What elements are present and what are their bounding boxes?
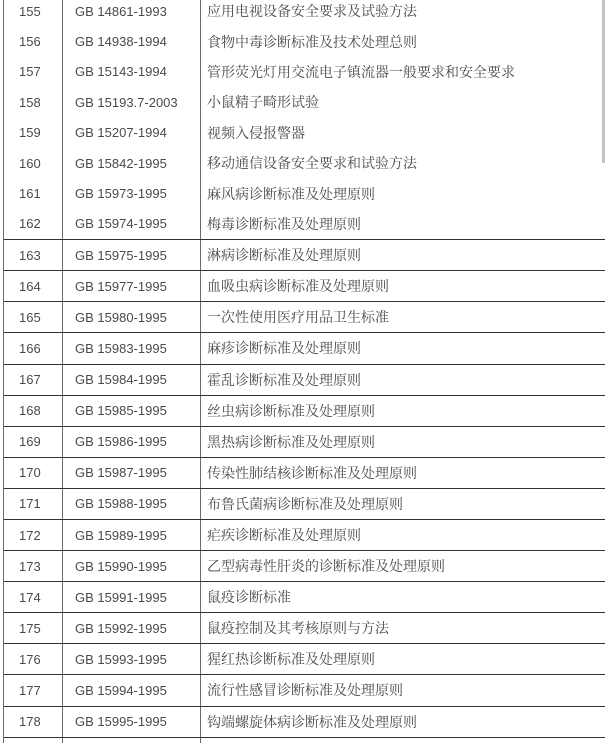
row-number-cell: 160 xyxy=(4,148,63,178)
row-number-cell: 178 xyxy=(4,707,63,737)
standard-title-cell: 鼠疫诊断标准 xyxy=(207,589,291,606)
row-number-cell: 158 xyxy=(4,87,63,117)
standard-code-cell: GB 15983-1995 xyxy=(63,333,201,363)
table-row xyxy=(4,148,605,178)
standard-code-cell: GB 15842-1995 xyxy=(63,148,201,178)
row-number-cell: 157 xyxy=(4,57,63,87)
table-row xyxy=(4,270,605,301)
table-row xyxy=(4,57,605,87)
standard-code-cell: GB 15987-1995 xyxy=(63,458,201,488)
table-row xyxy=(4,674,605,705)
standard-code-cell: GB 15993-1995 xyxy=(63,644,201,674)
table-row xyxy=(4,87,605,117)
standard-code-cell: GB 15990-1995 xyxy=(63,551,201,581)
row-number-cell: 163 xyxy=(4,240,63,270)
standard-title-cell: 管形荧光灯用交流电子镇流器一般要求和安全要求 xyxy=(207,63,515,80)
table-row xyxy=(4,643,605,674)
row-number-cell: 175 xyxy=(4,613,63,643)
standard-title-cell xyxy=(201,738,605,743)
standard-code-cell: GB 15973-1995 xyxy=(63,178,201,208)
standard-code-cell: GB 14938-1994 xyxy=(63,26,201,56)
standard-code-cell: GB 15143-1994 xyxy=(63,57,201,87)
standard-title-cell: 一次性使用医疗用品卫生标准 xyxy=(207,309,389,326)
table-row xyxy=(4,364,605,395)
standard-title-cell: 淋病诊断标准及处理原则 xyxy=(207,247,361,264)
standard-code-cell: GB 15977-1995 xyxy=(63,271,201,301)
row-number-cell: 170 xyxy=(4,458,63,488)
standard-code-cell: GB 15992-1995 xyxy=(63,613,201,643)
standard-title-cell: 传染性肺结核诊断标准及处理原则 xyxy=(207,464,417,481)
row-number-cell: 167 xyxy=(4,365,63,395)
table-row xyxy=(4,395,605,426)
standard-code-cell: GB 15991-1995 xyxy=(63,582,201,612)
table-row xyxy=(4,332,605,363)
table-row xyxy=(4,301,605,332)
row-number-cell: 155 xyxy=(4,0,63,26)
standard-title-cell: 视频入侵报警器 xyxy=(207,124,305,141)
table-row xyxy=(4,706,605,737)
row-number-cell: 168 xyxy=(4,396,63,426)
row-number-cell: 173 xyxy=(4,551,63,581)
table-row xyxy=(4,209,605,239)
standard-title-cell: 梅毒诊断标准及处理原则 xyxy=(207,215,361,232)
row-number-cell: 171 xyxy=(4,489,63,519)
standard-title-cell: 移动通信设备安全要求和试验方法 xyxy=(207,155,417,172)
row-number-cell: 159 xyxy=(4,118,63,148)
table-row xyxy=(4,118,605,148)
standard-code-cell: GB 14861-1993 xyxy=(63,0,201,26)
table-row xyxy=(4,457,605,488)
standard-title-cell: 鼠疫控制及其考核原则与方法 xyxy=(207,620,389,637)
standard-title-cell: 麻疹诊断标准及处理原则 xyxy=(207,340,361,357)
table-row xyxy=(4,488,605,519)
row-number-cell: 164 xyxy=(4,271,63,301)
standard-title-cell: 丝虫病诊断标准及处理原则 xyxy=(207,402,375,419)
row-number-cell: 176 xyxy=(4,644,63,674)
standard-code-cell: GB 15995-1995 xyxy=(63,707,201,737)
standard-code-cell: GB 15975-1995 xyxy=(63,240,201,270)
standard-code-cell: GB 15193.7-2003 xyxy=(63,87,201,117)
row-number-cell: 161 xyxy=(4,178,63,208)
table-row xyxy=(4,26,605,56)
standard-code-cell xyxy=(63,738,201,743)
standard-title-cell: 钩端螺旋体病诊断标准及处理原则 xyxy=(207,713,417,730)
row-number-cell: 156 xyxy=(4,26,63,56)
standard-title-cell: 猩红热诊断标准及处理原则 xyxy=(207,651,375,668)
standard-title-cell: 小鼠精子畸形试验 xyxy=(207,94,319,111)
row-number-cell: 162 xyxy=(4,209,63,239)
standard-code-cell: GB 15989-1995 xyxy=(63,520,201,550)
row-number-cell: 166 xyxy=(4,333,63,363)
row-number-cell: 172 xyxy=(4,520,63,550)
standard-code-cell: GB 15974-1995 xyxy=(63,209,201,239)
row-number-cell xyxy=(4,738,63,743)
standard-title-cell: 布鲁氏菌病诊断标准及处理原则 xyxy=(207,495,403,512)
table-row xyxy=(4,426,605,457)
row-number-cell: 174 xyxy=(4,582,63,612)
table-row xyxy=(4,612,605,643)
standard-title-cell: 血吸虫病诊断标准及处理原则 xyxy=(207,278,389,295)
standard-title-cell: 霍乱诊断标准及处理原则 xyxy=(207,371,361,388)
standard-title-cell: 麻风病诊断标准及处理原则 xyxy=(207,185,375,202)
standard-title-cell: 黑热病诊断标准及处理原则 xyxy=(207,433,375,450)
table-row xyxy=(4,0,605,26)
row-number-cell: 169 xyxy=(4,427,63,457)
table-row xyxy=(4,550,605,581)
standard-code-cell: GB 15980-1995 xyxy=(63,302,201,332)
standard-title-cell: 应用电视设备安全要求及试验方法 xyxy=(207,3,417,20)
standard-title-cell: 疟疾诊断标准及处理原则 xyxy=(207,527,361,544)
standard-code-cell: GB 15984-1995 xyxy=(63,365,201,395)
standard-code-cell: GB 15988-1995 xyxy=(63,489,201,519)
row-number-cell: 165 xyxy=(4,302,63,332)
standard-code-cell: GB 15986-1995 xyxy=(63,427,201,457)
row-number-cell: 177 xyxy=(4,675,63,705)
standard-title-cell: 乙型病毒性肝炎的诊断标准及处理原则 xyxy=(207,558,445,575)
standard-title-cell: 流行性感冒诊断标准及处理原则 xyxy=(207,682,403,699)
table-row xyxy=(4,239,605,270)
table-row xyxy=(4,519,605,550)
standard-title-cell: 食物中毒诊断标准及技术处理总则 xyxy=(207,33,417,50)
standard-code-cell: GB 15985-1995 xyxy=(63,396,201,426)
standard-code-cell: GB 15994-1995 xyxy=(63,675,201,705)
table-row xyxy=(4,178,605,208)
table-row xyxy=(4,737,605,743)
standard-code-cell: GB 15207-1994 xyxy=(63,118,201,148)
table-row xyxy=(4,581,605,612)
standards-table xyxy=(3,0,605,743)
